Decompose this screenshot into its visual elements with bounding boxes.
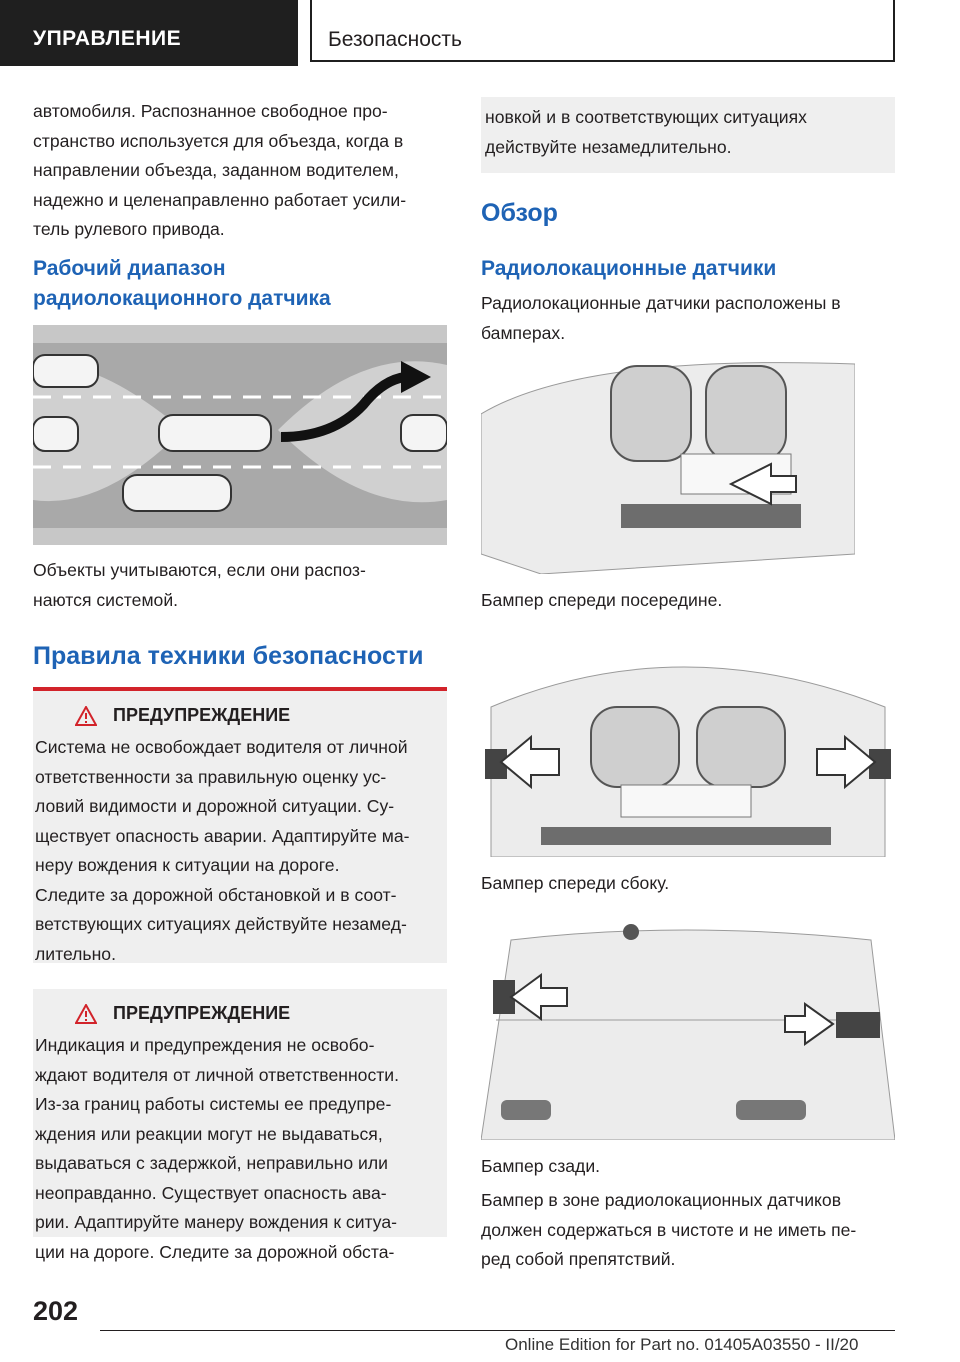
heading-line: Рабочий диапазон	[33, 257, 226, 280]
bumper-note	[481, 1186, 895, 1275]
safety-heading-block	[33, 642, 447, 671]
text-line: Следите за дорожной обстановкой и в соот-	[35, 884, 397, 905]
text-line: ждают водителя от личной ответственности.	[35, 1064, 400, 1085]
overview-heading-block	[481, 199, 895, 228]
text-line: должен содержаться в чистоте и не иметь пе-	[481, 1219, 857, 1240]
sensors-heading: Радиолокационные датчики	[481, 257, 777, 280]
caption-rear-block	[481, 1152, 895, 1182]
warning-continuation	[481, 97, 895, 173]
rear-bumper-illustration	[481, 920, 895, 1140]
text-line: тель рулевого привода.	[33, 219, 225, 239]
warning-text	[35, 733, 445, 969]
radar-range-figure	[33, 325, 447, 545]
warning-box-2	[33, 989, 447, 1262]
left-intro	[33, 97, 447, 245]
front-bumper-middle-figure	[481, 354, 855, 574]
text-line: странство используется для объезда, когда в	[33, 130, 404, 151]
text-line: выдаваться с задержкой, неправильно или	[35, 1153, 388, 1173]
text-line: надежно и целенаправленно работает усили-	[33, 189, 407, 210]
warning-title: ПРЕДУПРЕЖДЕНИЕ	[113, 705, 291, 725]
text-line: Индикация и предупреждения не освобо-	[35, 1035, 375, 1055]
warning-triangle-icon	[75, 706, 97, 726]
warning-title-row	[75, 705, 290, 726]
front-bumper-side-illustration	[481, 637, 895, 857]
front-bumper-middle-illustration	[481, 354, 855, 574]
figure-caption: Бампер спереди посередине.	[481, 590, 723, 610]
radar-range-illustration	[33, 325, 447, 545]
text-line: бамперах.	[481, 322, 566, 343]
warning-box-1	[33, 691, 447, 963]
text-line: неоправданно. Существует опасность ава-	[35, 1182, 387, 1203]
text-line: направлении объезда, заданном водителем,	[33, 160, 399, 180]
edition-text: Online Edition for Part no. 01405A03550 - II/20	[505, 1335, 859, 1354]
sensors-heading-block	[481, 254, 895, 284]
text-line: лительно.	[35, 943, 116, 964]
range-title	[33, 254, 447, 314]
text-line: Система не освобождает водителя от личной	[35, 737, 408, 757]
caption-line: Объекты учитываются, если они распоз-	[33, 560, 366, 580]
page-number: 202	[33, 1296, 79, 1326]
text-line: Бампер в зоне радиолокационных датчиков	[481, 1190, 842, 1210]
text-line: новкой и в соответствующих ситуациях	[485, 107, 807, 127]
text-line: ред собой препятствий.	[481, 1249, 676, 1269]
text-line: рии. Адаптируйте манеру вождения к ситуа-	[35, 1212, 398, 1232]
safety-heading: Правила техники безопасности	[33, 642, 424, 670]
rear-bumper-figure	[481, 920, 895, 1140]
overview-heading: Обзор	[481, 199, 558, 227]
front-bumper-side-figure	[481, 637, 895, 857]
warning-triangle-icon	[75, 1004, 97, 1024]
text-line: ждения или реакции могут не выдаваться,	[35, 1123, 383, 1144]
text-line: ветствующих ситуациях действуйте незамед-	[35, 914, 407, 934]
text-line: неру вождения к ситуации на дороге.	[35, 855, 340, 875]
heading-line: радиолокационного датчика	[33, 287, 331, 310]
text-line: ции на дороге. Следите за дорожной обста-	[35, 1241, 395, 1262]
warning-text	[35, 1031, 445, 1267]
sensors-text	[481, 289, 895, 348]
chapter-title: Безопасность	[310, 0, 895, 62]
footer-divider	[100, 1330, 895, 1331]
caption-front-side-block	[481, 869, 895, 899]
text-line: автомобиля. Распознанное свободное про-	[33, 101, 388, 121]
text-line: ществует опасность аварии. Адаптируйте ма-	[35, 825, 410, 846]
text-line: действуйте незамедлительно.	[485, 136, 732, 157]
caption-line: наются системой.	[33, 589, 179, 610]
figure-caption: Бампер спереди сбоку.	[481, 873, 670, 893]
caption-front-middle-block	[481, 586, 895, 616]
text-line: ловий видимости и дорожной ситуации. Су-	[35, 796, 395, 816]
text-line: Радиолокационные датчики расположены в	[481, 293, 841, 313]
warning-title: ПРЕДУПРЕЖДЕНИЕ	[113, 1003, 291, 1023]
range-figure-caption	[33, 556, 447, 615]
text-line: Из-за границ работы системы ее предупре-	[35, 1094, 392, 1114]
section-tab: УПРАВЛЕНИЕ	[0, 0, 298, 66]
figure-caption: Бампер сзади.	[481, 1156, 601, 1176]
page-header	[0, 0, 960, 66]
text-line: ответственности за правильную оценку ус-	[35, 766, 387, 787]
warning-title-row	[75, 1003, 290, 1024]
